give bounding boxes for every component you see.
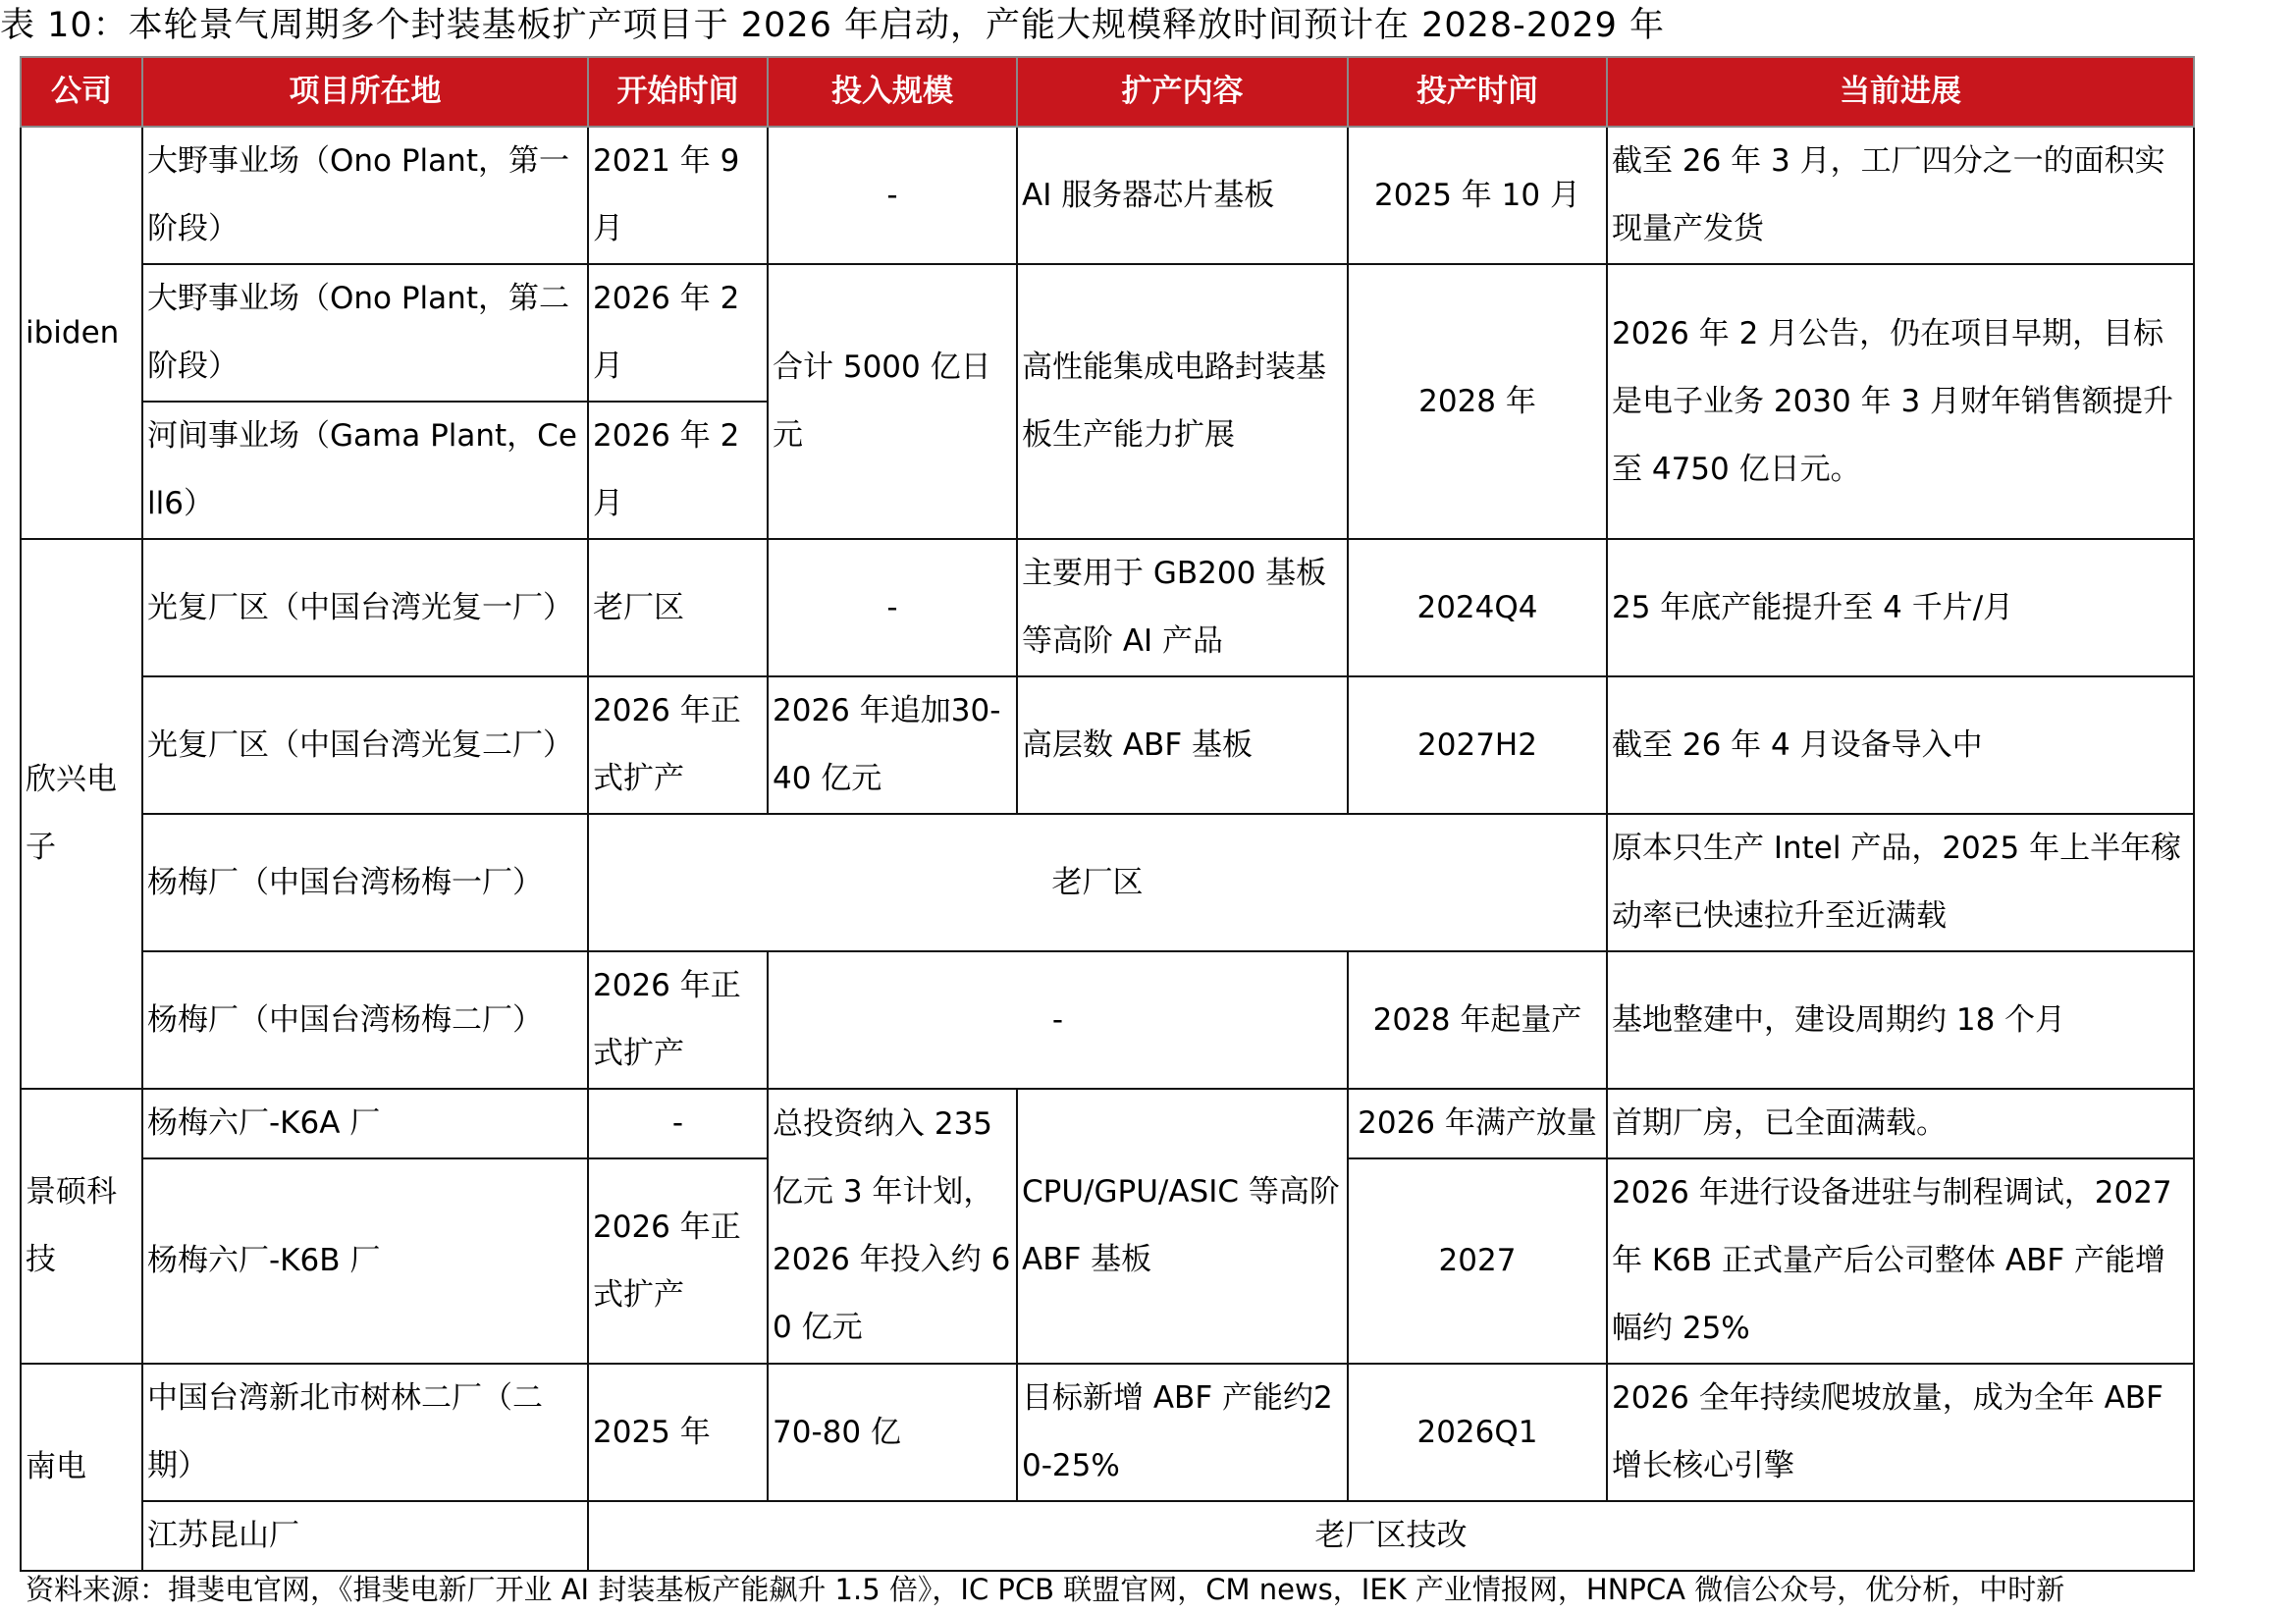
investment-cell: 2026 年追加30-40 亿元 <box>768 676 1017 814</box>
header-row <box>21 57 2194 127</box>
progress-cell: 2026 年 2 月公告，仍在项目早期，目标是电子业务 2030 年 3 月财年销售额提升至 4750 亿日元。 <box>1607 264 2194 539</box>
content-cell: 主要用于 GB200 基板等高阶 AI 产品 <box>1017 539 1348 676</box>
table-row <box>21 539 2194 676</box>
location-cell: 光复厂区（中国台湾光复二厂） <box>142 676 588 814</box>
start-time-cell: 2025 年 <box>588 1364 768 1501</box>
investment-cell: 总投资纳入 235 亿元 3 年计划，2026 年投入约 60 亿元 <box>768 1089 1017 1364</box>
start-time-cell: 2026 年 2 月 <box>588 402 768 539</box>
content-cell: 高性能集成电路封装基板生产能力扩展 <box>1017 264 1348 539</box>
header-location: 项目所在地 <box>142 57 588 127</box>
production-time-cell: 2025 年 10 月 <box>1348 127 1607 264</box>
company-cell: 欣兴电子 <box>21 539 142 1089</box>
progress-cell: 首期厂房，已全面满载。 <box>1607 1089 2194 1158</box>
progress-cell: 2026 全年持续爬坡放量，成为全年 ABF 增长核心引擎 <box>1607 1364 2194 1501</box>
merged-status-cell: - <box>768 951 1348 1089</box>
company-cell: 景硕科技 <box>21 1089 142 1364</box>
table-row <box>21 814 2194 951</box>
company-cell: ibiden <box>21 127 142 539</box>
table-title: 表 10：本轮景气周期多个封装基板扩产项目于 2026 年启动，产能大规模释放时间预计在 2028-2029 年 <box>0 6 1666 45</box>
location-cell: 杨梅厂（中国台湾杨梅二厂） <box>142 951 588 1089</box>
table-row <box>21 951 2194 1089</box>
location-cell: 中国台湾新北市树林二厂（二期） <box>142 1364 588 1501</box>
progress-cell: 截至 26 年 3 月，工厂四分之一的面积实现量产发货 <box>1607 127 2194 264</box>
progress-cell: 2026 年进行设备进驻与制程调试，2027 年 K6B 正式量产后公司整体 ABF 产能增幅约 25% <box>1607 1158 2194 1364</box>
header-start-time: 开始时间 <box>588 57 768 127</box>
production-time-cell: 2026Q1 <box>1348 1364 1607 1501</box>
content-cell: 目标新增 ABF 产能约20-25% <box>1017 1364 1348 1501</box>
progress-cell: 原本只生产 Intel 产品，2025 年上半年稼动率已快速拉升至近满载 <box>1607 814 2194 951</box>
header-investment: 投入规模 <box>768 57 1017 127</box>
location-cell: 杨梅厂（中国台湾杨梅一厂） <box>142 814 588 951</box>
header-progress: 当前进展 <box>1607 57 2194 127</box>
production-time-cell: 2026 年满产放量 <box>1348 1089 1607 1158</box>
header-company: 公司 <box>21 57 142 127</box>
production-time-cell: 2028 年 <box>1348 264 1607 539</box>
start-time-cell: 2026 年正式扩产 <box>588 1158 768 1364</box>
progress-cell: 25 年底产能提升至 4 千片/月 <box>1607 539 2194 676</box>
location-cell: 江苏昆山厂 <box>142 1501 588 1571</box>
investment-cell: - <box>768 539 1017 676</box>
investment-cell: - <box>768 127 1017 264</box>
start-time-cell: 2026 年正式扩产 <box>588 951 768 1089</box>
location-cell: 河间事业场（Gama Plant，Cell6） <box>142 402 588 539</box>
location-cell: 光复厂区（中国台湾光复一厂） <box>142 539 588 676</box>
header-production-time: 投产时间 <box>1348 57 1607 127</box>
production-time-cell: 2027H2 <box>1348 676 1607 814</box>
table-row <box>21 264 2194 402</box>
merged-status-cell: 老厂区 <box>588 814 1607 951</box>
table-row <box>21 1364 2194 1501</box>
company-cell: 南电 <box>21 1364 142 1571</box>
progress-cell: 截至 26 年 4 月设备导入中 <box>1607 676 2194 814</box>
start-time-cell: 老厂区 <box>588 539 768 676</box>
location-cell: 大野事业场（Ono Plant，第一阶段） <box>142 127 588 264</box>
investment-cell: 合计 5000 亿日元 <box>768 264 1017 539</box>
capacity-expansion-table <box>20 56 2195 1572</box>
table-row <box>21 127 2194 264</box>
investment-cell: 70-80 亿 <box>768 1364 1017 1501</box>
table-row <box>21 676 2194 814</box>
source-footnote: 资料来源：揖斐电官网，《揖斐电新厂开业 AI 封装基板产能飙升 1.5 倍》，IC PCB 联盟官网，CM news，IEK 产业情报网，HNPCA 微信公众号，优分析，中时新 <box>26 1573 2065 1606</box>
start-time-cell: 2026 年 2 月 <box>588 264 768 402</box>
start-time-cell: - <box>588 1089 768 1158</box>
table-row <box>21 1089 2194 1158</box>
production-time-cell: 2027 <box>1348 1158 1607 1364</box>
table-row <box>21 1501 2194 1571</box>
production-time-cell: 2028 年起量产 <box>1348 951 1607 1089</box>
location-cell: 杨梅六厂-K6B 厂 <box>142 1158 588 1364</box>
production-time-cell: 2024Q4 <box>1348 539 1607 676</box>
start-time-cell: 2026 年正式扩产 <box>588 676 768 814</box>
merged-status-cell: 老厂区技改 <box>588 1501 2194 1571</box>
content-cell: AI 服务器芯片基板 <box>1017 127 1348 264</box>
content-cell: 高层数 ABF 基板 <box>1017 676 1348 814</box>
progress-cell: 基地整建中，建设周期约 18 个月 <box>1607 951 2194 1089</box>
start-time-cell: 2021 年 9 月 <box>588 127 768 264</box>
header-content: 扩产内容 <box>1017 57 1348 127</box>
location-cell: 大野事业场（Ono Plant，第二阶段） <box>142 264 588 402</box>
location-cell: 杨梅六厂-K6A 厂 <box>142 1089 588 1158</box>
content-cell: CPU/GPU/ASIC 等高阶 ABF 基板 <box>1017 1089 1348 1364</box>
